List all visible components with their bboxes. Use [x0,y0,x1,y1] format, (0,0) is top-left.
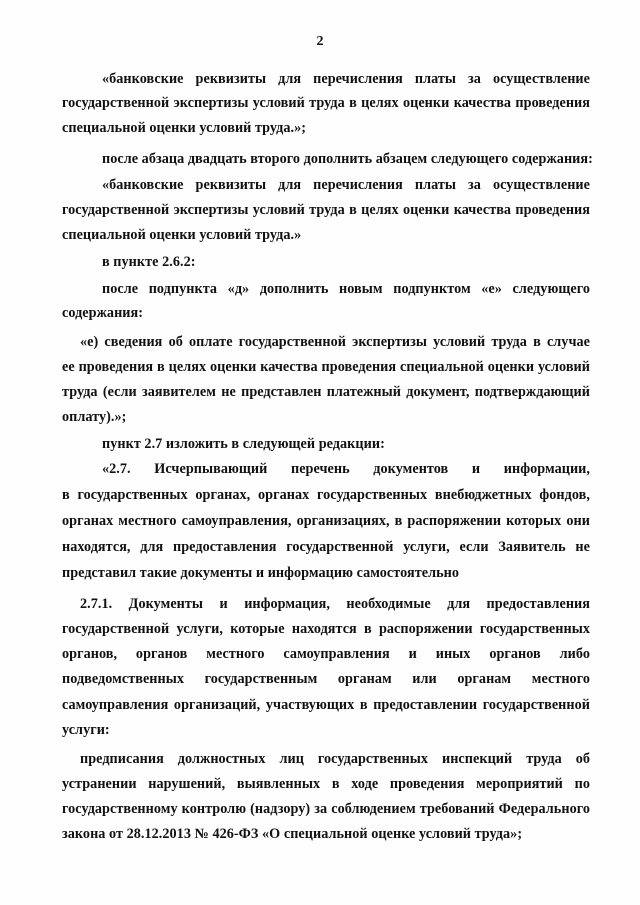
text-line: государственному контролю (надзору) за соблюдением требований Федерального [62,801,590,817]
text-line: специальной оценки условий труда.» [62,227,302,243]
text-line: «банковские реквизиты для перечисления платы за осуществление [102,71,590,87]
text-line: оплату).»; [62,409,127,425]
text-line: подведомственных государственным органам или органам местного [62,671,590,687]
text-line: после подпункта «д» дополнить новым подпунктом «е» следующего [102,281,590,297]
text-line: после абзаца двадцать второго дополнить абзацем следующего содержания: [102,151,593,167]
text-line: государственной экспертизы условий труда в целях оценки качества проведения [62,202,590,218]
text-line: услуги: [62,722,110,738]
text-line: в государственных органах, органах государственных внебюджетных фондов, [62,487,590,503]
text-line: предписания должностных лиц государственных инспекций труда об [80,751,590,767]
text-line: содержания: [62,305,144,321]
text-line: представил такие документы и информацию самостоятельно [62,565,459,581]
text-line: государственной экспертизы условий труда в целях оценки качества проведения [62,95,590,111]
text-line: в пункте 2.6.2: [102,254,196,270]
text-line: органах местного самоуправления, организациях, в распоряжении которых они [62,513,590,529]
text-line: «е) сведения об оплате государственной экспертизы условий труда в случае [80,334,590,350]
text-line: органов, органов местного самоуправления и иных органов либо [62,646,590,662]
text-line: 2.7.1. Документы и информация, необходимые для предоставления [80,596,590,612]
text-line: ее проведения в целях оценки качества проведения специальной оценки условий [62,359,590,375]
text-line: государственной услуги, которые находятся в распоряжении государственных [62,621,590,637]
text-line: «банковские реквизиты для перечисления платы за осуществление [102,177,590,193]
text-line: труда (если заявителем не представлен платежный документ, подтверждающий [62,384,590,400]
text-line: закона от 28.12.2013 № 426-ФЗ «О специальной оценке условий труда»; [62,826,523,842]
text-line: специальной оценки условий труда.»; [62,120,307,136]
text-line: находятся, для предоставления государственной услуги, если Заявитель не [62,539,590,555]
page-number: 2 [316,34,324,49]
text-line: пункт 2.7 изложить в следующей редакции: [102,436,385,452]
text-line: самоуправления организаций, участвующих в предоставлении государственной [62,697,590,713]
text-line: устранении нарушений, выявленных в ходе проведения мероприятий по [62,776,590,792]
text-line: «2.7. Исчерпывающий перечень документов и информации, [102,461,590,477]
